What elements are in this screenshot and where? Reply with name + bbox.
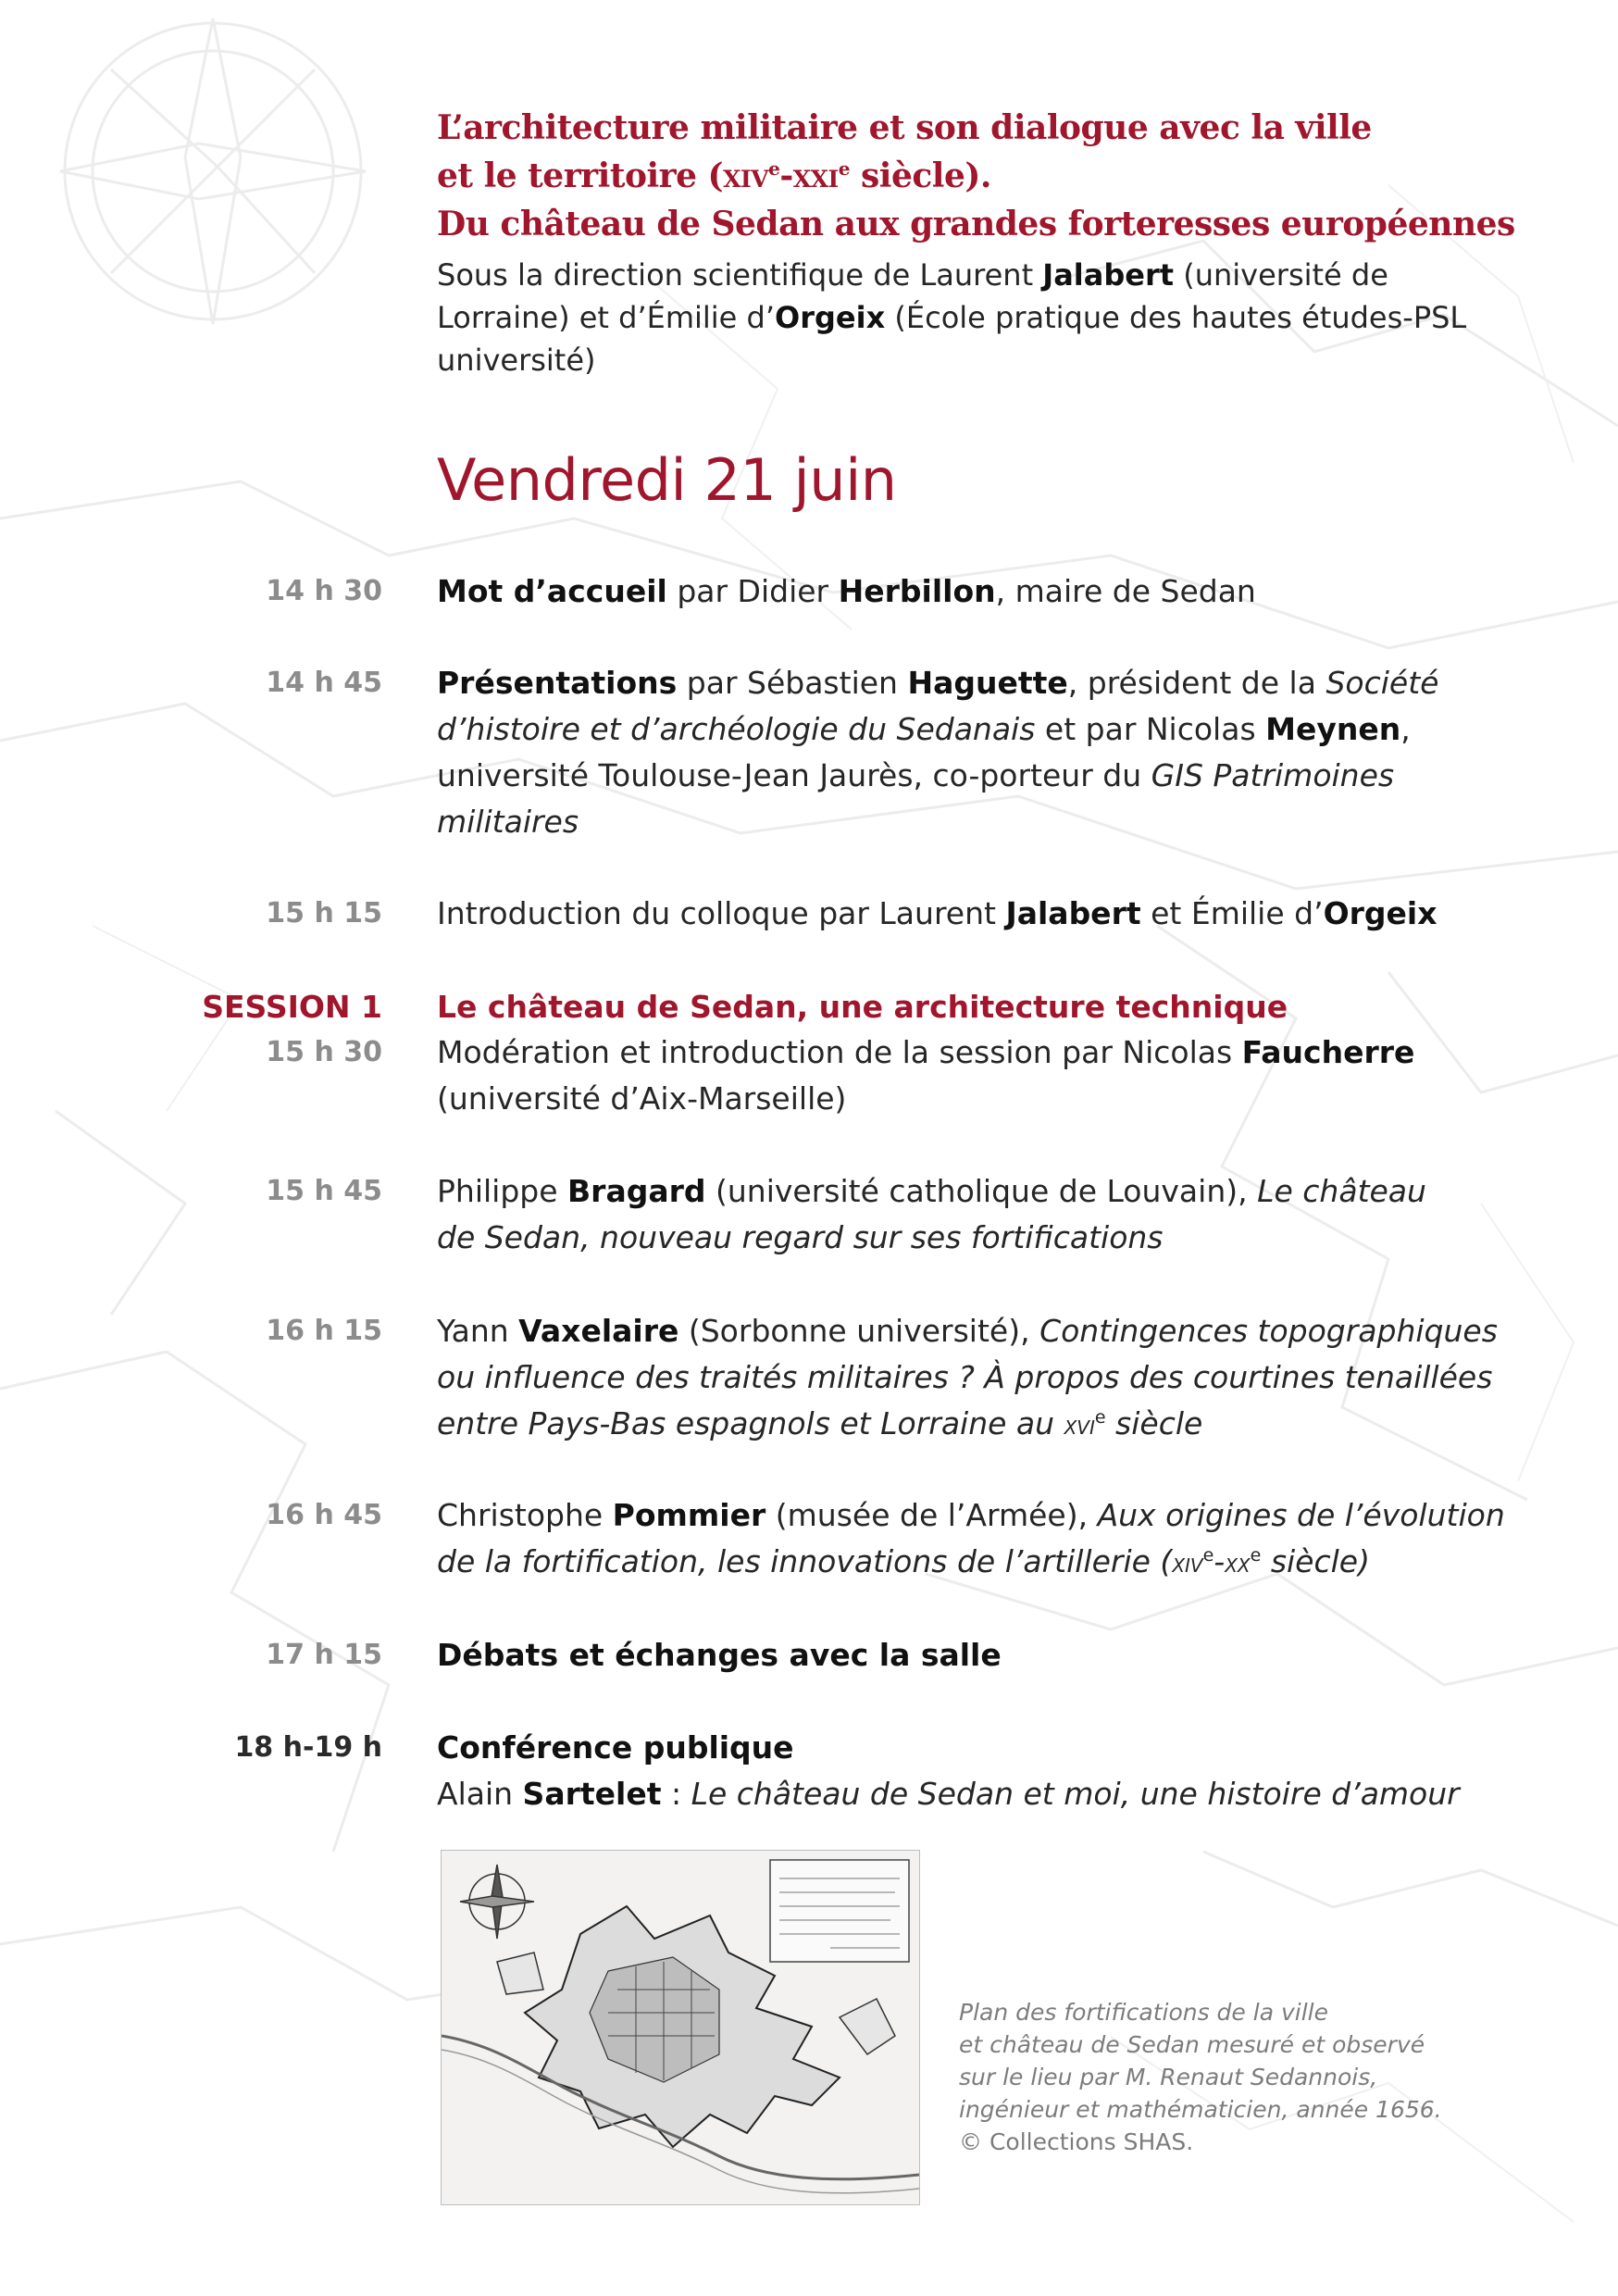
schedule-plain: , maire de Sedan: [995, 573, 1256, 609]
century-start-sup: e: [768, 157, 780, 180]
century-end: xxi: [792, 156, 839, 195]
century-sup: e: [1250, 1545, 1262, 1566]
century-numeral: xx: [1225, 1548, 1251, 1578]
schedule-time: 16 h 45: [266, 1499, 382, 1531]
speaker-name: Jalabert: [1005, 895, 1141, 931]
schedule-plain: Philippe: [437, 1173, 568, 1209]
speaker-name: Orgeix: [1323, 895, 1438, 931]
schedule-time: 16 h 15: [266, 1315, 382, 1347]
title-line-2-suffix: siècle).: [850, 156, 991, 195]
century-numeral: xiv: [1172, 1548, 1203, 1578]
scientific-direction: [437, 254, 1529, 381]
title-line-1: L’architecture militaire et son dialogue avec la ville: [437, 108, 1372, 147]
schedule-time: 17 h 15: [266, 1639, 382, 1671]
schedule-text: [437, 568, 1529, 615]
caption-credit: © Collections SHAS.: [959, 2128, 1194, 2155]
caption-line: Plan des fortifications de la ville: [959, 1999, 1328, 2026]
speaker-name: Herbillon: [838, 573, 996, 609]
speaker-name: Pommier: [612, 1497, 766, 1533]
century-start: xiv: [723, 156, 769, 195]
caption-line: ingénieur et mathématicien, année 1656.: [959, 2096, 1442, 2123]
schedule-plain: (musée de l’Armée),: [765, 1497, 1098, 1533]
schedule-time: 18 h-19 h: [234, 1731, 382, 1764]
schedule-text: [437, 1029, 1437, 1122]
schedule-plain: (université d’Aix-Marseille): [437, 1080, 847, 1117]
speaker-name: Meynen: [1265, 711, 1401, 747]
century-separator: -: [779, 156, 793, 195]
caption-line: sur le lieu par M. Renaut Sedannois,: [959, 2064, 1378, 2090]
schedule-text: [437, 1308, 1529, 1449]
schedule-text: [437, 1725, 1529, 1817]
schedule-text: [437, 660, 1446, 845]
schedule-plain: :: [661, 1776, 691, 1812]
fortification-plan-drawing: [442, 1851, 919, 2204]
schedule-plain: et Émilie d’: [1140, 895, 1324, 931]
talk-title: siècle: [1105, 1405, 1203, 1441]
schedule-plain: (Sorbonne université),: [678, 1313, 1040, 1349]
title-line-3: Du château de Sedan aux grandes forteresses européennes: [437, 205, 1515, 243]
session-title-wrap: [437, 984, 1529, 1030]
schedule-bold: Conférence publique: [437, 1729, 794, 1766]
talk-title: siècle): [1261, 1543, 1370, 1579]
schedule-time: 15 h 15: [266, 897, 382, 930]
century-end-sup: e: [838, 157, 850, 180]
schedule-bold: Présentations: [437, 665, 678, 701]
day-title: Vendredi 21 juin: [437, 446, 897, 514]
fortification-plan-image: [441, 1850, 920, 2205]
direction-text: Sous la direction scientifique de Laurent: [437, 257, 1043, 293]
schedule-text: [437, 1168, 1437, 1261]
organization-name: GIS Patrimoines militaires: [437, 757, 1395, 840]
schedule-bold: Mot d’accueil: [437, 573, 667, 609]
schedule-plain: (université catholique de Louvain),: [705, 1173, 1258, 1209]
schedule-plain: par Sébastien: [677, 665, 908, 701]
direction-text: (université de Lorraine) et d’Émilie d’: [437, 257, 1388, 335]
speaker-name: Bragard: [567, 1173, 706, 1209]
schedule-text: [437, 1492, 1529, 1587]
session-label: SESSION 1: [202, 989, 382, 1025]
schedule-plain: et par Nicolas: [1035, 711, 1266, 747]
speaker-name: Haguette: [907, 665, 1068, 701]
speaker-name: Faucherre: [1241, 1034, 1415, 1070]
schedule-plain: Introduction du colloque par Laurent: [437, 895, 1006, 931]
schedule-plain: , président de la: [1067, 665, 1326, 701]
schedule-plain: Yann: [437, 1313, 519, 1349]
direction-text: (École pratique des hautes études-PSL université): [437, 300, 1467, 378]
director-name-1: Jalabert: [1042, 257, 1175, 293]
schedule-time: 14 h 45: [266, 667, 382, 699]
talk-title: Le château de Sedan et moi, une histoire d’amour: [691, 1776, 1460, 1812]
century-numeral: xvi: [1064, 1410, 1095, 1441]
director-name-2: Orgeix: [775, 300, 886, 335]
figure-caption: [959, 1996, 1533, 2158]
schedule-plain: Alain: [437, 1776, 523, 1812]
schedule-text: [437, 891, 1529, 937]
title-line-2-prefix: et le territoire (: [437, 156, 724, 195]
talk-title: Le château de Sedan, nouveau regard sur ses fortifications: [437, 1173, 1426, 1255]
talk-title: Aux origines de l’évolution de la fortification, les innovations de l’artillerie (: [437, 1497, 1505, 1579]
caption-line: et château de Sedan mesuré et observé: [959, 2031, 1425, 2058]
schedule-plain: Christophe: [437, 1497, 613, 1533]
century-separator: -: [1214, 1543, 1226, 1579]
organization-name: Société d’histoire et d’archéologie du Sedanais: [437, 665, 1439, 747]
schedule-text: [437, 1632, 1529, 1678]
session-title: Le château de Sedan, une architecture technique: [437, 989, 1288, 1025]
schedule-time: 14 h 30: [266, 575, 382, 607]
century-sup: e: [1094, 1407, 1106, 1428]
schedule-bold: Débats et échanges avec la salle: [437, 1637, 1002, 1673]
speaker-name: Sartelet: [522, 1776, 662, 1812]
speaker-name: Vaxelaire: [518, 1313, 679, 1349]
program-header: [437, 104, 1529, 381]
schedule-plain: par Didier: [666, 573, 839, 609]
talk-title: Contingences topographiques ou influence des traités militaires ? À propos des courtines tenaillées entre Pays-Bas espagnols et Lorraine au: [437, 1313, 1498, 1441]
century-sup: e: [1202, 1545, 1214, 1566]
schedule-plain: , université Toulouse-Jean Jaurès, co-porteur du: [437, 711, 1411, 793]
schedule-time: 15 h 30: [266, 1036, 382, 1068]
schedule-time: 15 h 45: [266, 1175, 382, 1207]
colloquium-title: [437, 104, 1529, 248]
schedule-plain: Modération et introduction de la session par Nicolas: [437, 1034, 1242, 1070]
